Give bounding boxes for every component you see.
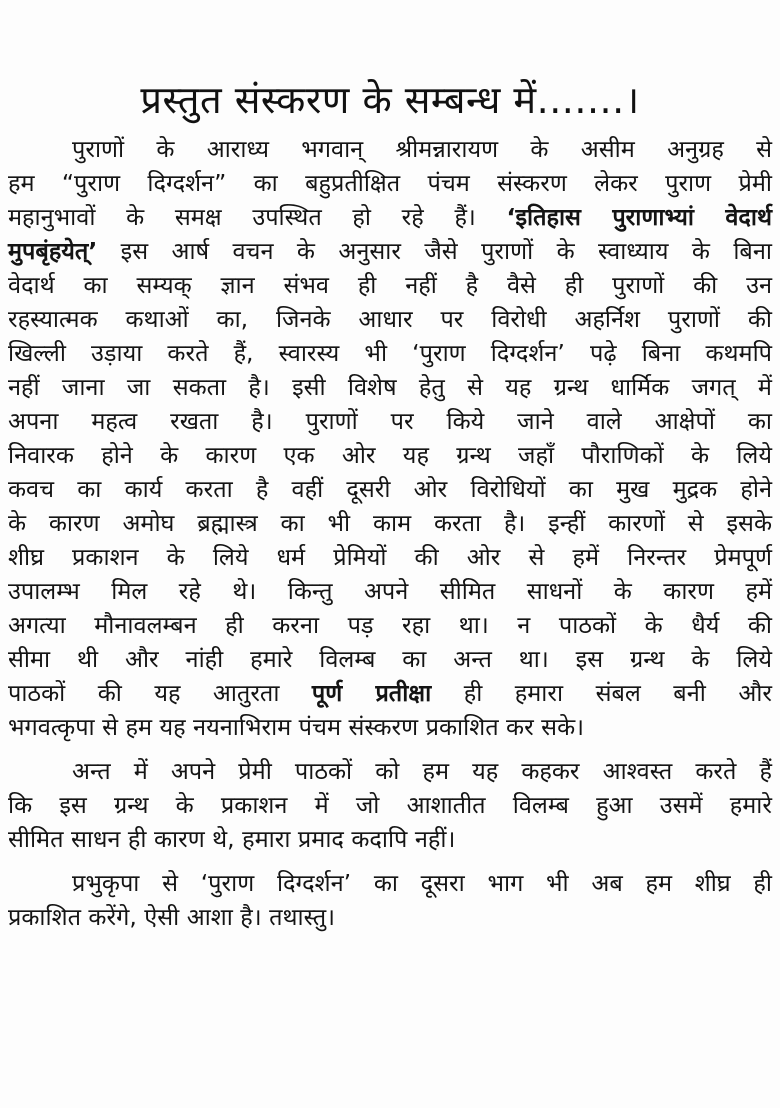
paragraph-1-line-5: वेदार्थ का सम्यक् ज्ञान संभव ही नहीं है वैसे ही पुराणों की उन	[8, 271, 772, 299]
paragraph-1-line-12: के कारण अमोघ ब्रह्मास्त्र का भी काम करता है। इन्हीं कारणों से इसके	[8, 509, 772, 537]
paragraph-2-line-3: सीमित साधन ही कारण थे, हमारा प्रमाद कदापि नहीं।	[8, 825, 456, 853]
paragraph-1-line-13: शीघ्र प्रकाशन के लिये धर्म प्रेमियों की ओर से हमें निरन्तर प्रेमपूर्ण	[8, 543, 772, 571]
paragraph-1-line-17-text-a: पाठकों की यह आतुरता	[8, 679, 280, 707]
sanskrit-quote-part-1: ‘इतिहास पुराणाभ्यां वेदार्थ	[506, 203, 772, 231]
paragraph-3-line-1: प्रभुकृपा से ‘पुराण दिग्दर्शन’ का दूसरा भाग भी अब हम शीघ्र ही	[72, 869, 772, 897]
paragraph-1-line-16: सीमा थी और नांही हमारे विलम्ब का अन्त था। इस ग्रन्थ के लिये	[8, 645, 772, 673]
paragraph-1-line-11: कवच का कार्य करता है वहीं दूसरी ओर विरोधियों का मुख मुद्रक होने	[8, 475, 772, 503]
paragraph-1-line-17-text-b: ही हमारा संबल बनी और	[463, 679, 772, 707]
paragraph-2-line-2: कि इस ग्रन्थ के प्रकाशन में जो आशातीत विलम्ब हुआ उसमें हमारे	[8, 791, 772, 819]
paragraph-1-line-14: उपालम्भ मिल रहे थे। किन्तु अपने सीमित साधनों के कारण हमें	[8, 577, 772, 605]
page-title: प्रस्तुत संस्करण के सम्बन्ध में.......।	[140, 78, 640, 122]
paragraph-2-line-1: अन्त में अपने प्रेमी पाठकों को हम यह कहकर आश्वस्त करते हैं	[72, 757, 772, 785]
paragraph-1-line-3	[8, 201, 772, 233]
bold-phrase: पूर्ण प्रतीक्षा	[311, 679, 432, 707]
paragraph-1-line-2: हम “पुराण दिग्दर्शन” का बहुप्रतीक्षित पंचम संस्करण लेकर पुराण प्रेमी	[8, 169, 772, 197]
paragraph-1-line-4-text: इस आर्ष वचन के अनुसार जैसे पुराणों के स्वाध्याय के बिना	[120, 237, 772, 265]
paragraph-1-line-8: नहीं जाना जा सकता है। इसी विशेष हेतु से यह ग्रन्थ धार्मिक जगत् में	[8, 373, 772, 401]
paragraph-1-line-3-text: महानुभावों के समक्ष उपस्थित हो रहे हैं।	[8, 203, 476, 231]
paragraph-3-line-2: प्रकाशित करेंगे, ऐसी आशा है। तथास्तु।	[8, 903, 336, 931]
paragraph-1-line-17	[8, 677, 772, 709]
paragraph-1-line-18: भगवत्कृपा से हम यह नयनाभिराम पंचम संस्करण प्रकाशित कर सके।	[8, 713, 585, 741]
paragraph-1-line-7: खिल्ली उड़ाया करते हैं, स्वारस्य भी ‘पुराण दिग्दर्शन’ पढ़े बिना कथमपि	[8, 339, 772, 367]
paragraph-1-line-4	[8, 235, 772, 267]
paragraph-1-line-10: निवारक होने के कारण एक ओर यह ग्रन्थ जहाँ पौराणिकों के लिये	[8, 441, 772, 469]
paragraph-1-line-9: अपना महत्व रखता है। पुराणों पर किये जाने वाले आक्षेपों का	[8, 407, 772, 435]
paragraph-1-line-1: पुराणों के आराध्य भगवान् श्रीमन्नारायण के असीम अनुग्रह से	[72, 135, 772, 163]
paragraph-1-line-15: अगत्या मौनावलम्बन ही करना पड़ रहा था। न पाठकों के धैर्य की	[8, 611, 772, 639]
sanskrit-quote-part-2: मुपबृंहयेत्’	[8, 237, 98, 265]
paragraph-1-line-6: रहस्यात्मक कथाओं का, जिनके आधार पर विरोधी अहर्निश पुराणों की	[8, 305, 772, 333]
